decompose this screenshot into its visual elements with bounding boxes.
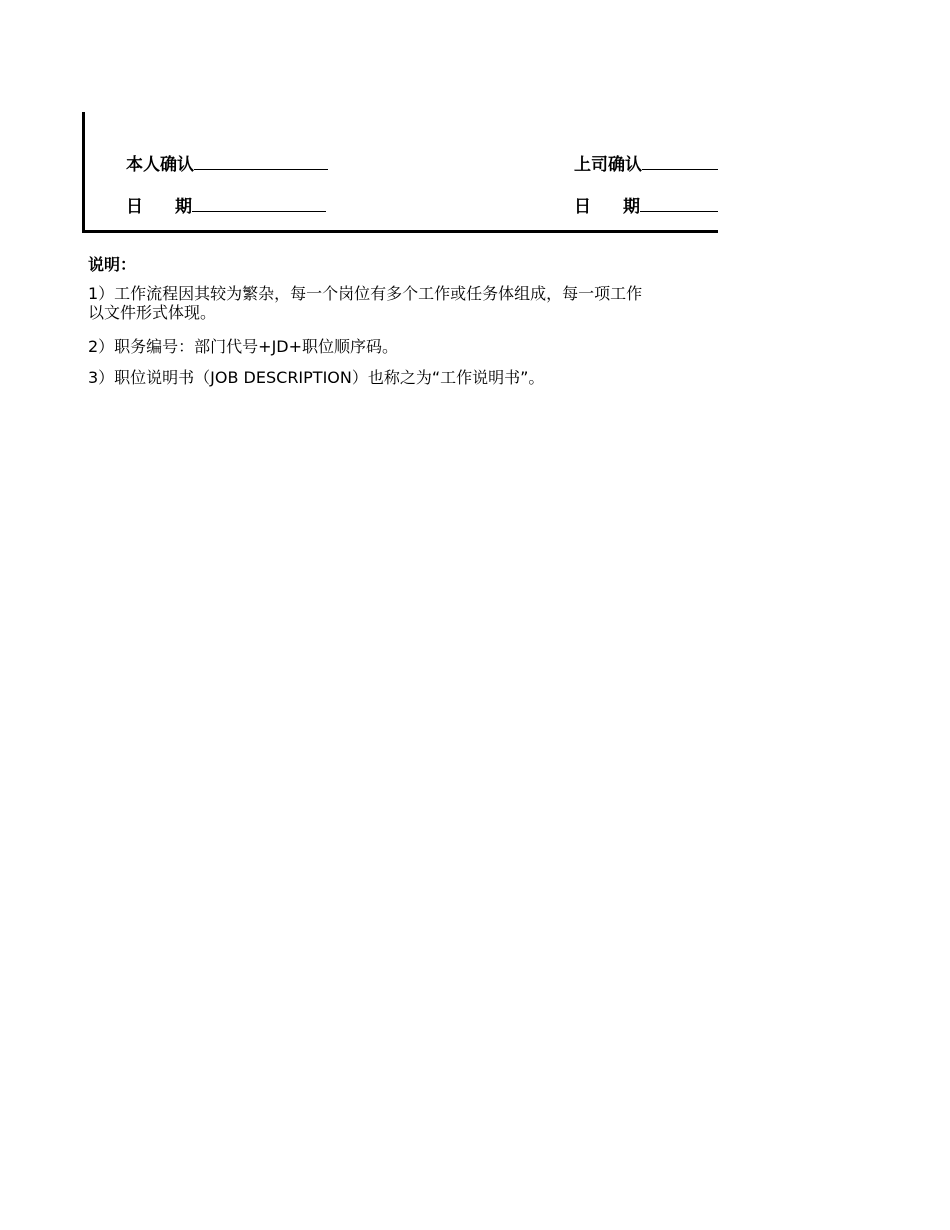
notes-title: 说明：	[88, 255, 137, 274]
self-date-char1: 日	[126, 197, 143, 217]
supervisor-date-char1: 日	[574, 197, 591, 217]
supervisor-confirm-label: 上司确认	[574, 155, 642, 175]
supervisor-date-char2: 期	[623, 197, 640, 217]
supervisor-confirm-blank	[642, 153, 718, 170]
self-date-char2: 期	[175, 197, 192, 217]
table-left-border	[82, 112, 85, 233]
note-1-line-1: 1）工作流程因其较为繁杂，每一个岗位有多个工作或任务体组成，每一项工作	[88, 284, 643, 303]
self-confirm-row	[126, 153, 328, 175]
self-confirm-label: 本人确认	[126, 155, 194, 175]
note-2: 2）职务编号：部门代号+JD+职位顺序码。	[88, 337, 399, 356]
supervisor-confirm-row	[574, 153, 718, 175]
self-date-row	[126, 195, 326, 217]
note-1-line-2: 以文件形式体现。	[88, 303, 217, 322]
supervisor-date-row	[574, 195, 718, 217]
note-3: 3）职位说明书（JOB DESCRIPTION）也称之为“工作说明书”。	[88, 368, 545, 387]
table-bottom-border	[82, 230, 718, 233]
self-confirm-blank	[194, 153, 328, 170]
supervisor-date-blank	[640, 195, 718, 212]
self-date-blank	[192, 195, 326, 212]
